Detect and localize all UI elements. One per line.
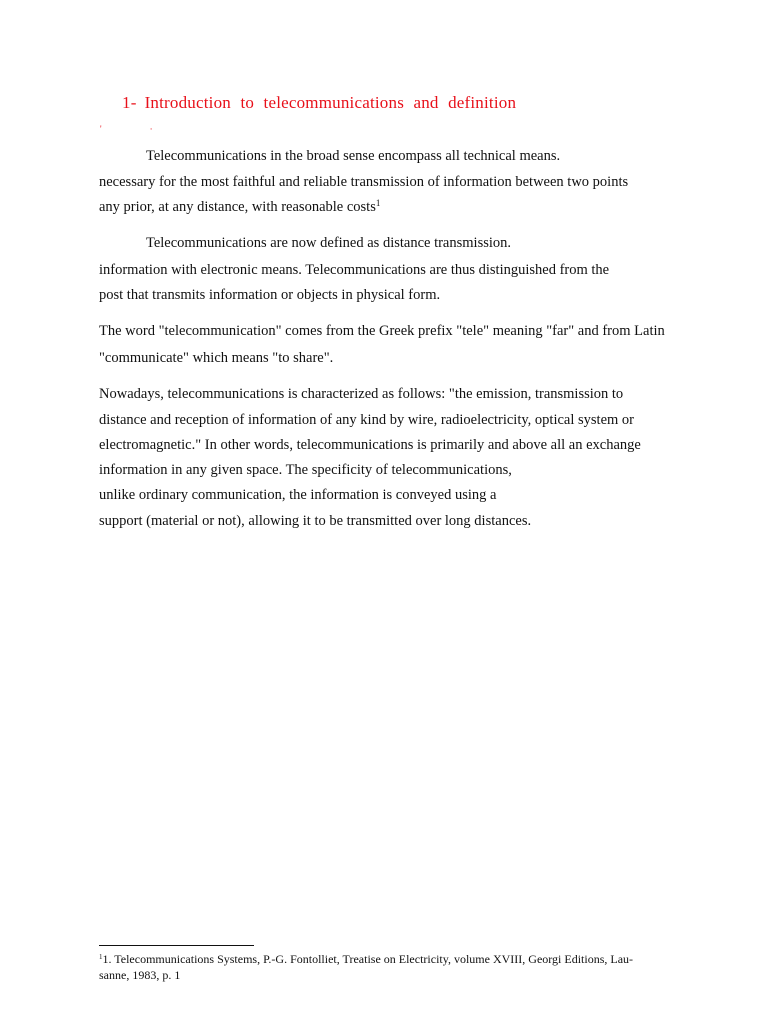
section-number: 1-	[122, 93, 137, 112]
paragraph-4-line-5: unlike ordinary communication, the information is conveyed using a	[99, 487, 497, 503]
paragraph-1-line-3	[99, 198, 380, 216]
paragraph-2-line-3: post that transmits information or objects in physical form.	[99, 287, 441, 303]
paragraph-1-line-3-text: any prior, at any distance, with reasonable costs	[99, 199, 376, 215]
artifact-mark: ·	[149, 124, 153, 134]
footnote-line-1	[99, 952, 633, 966]
paragraph-2-line-2: information with electronic means. Telecommunications are thus distinguished from the	[99, 262, 610, 278]
paragraph-2-line-1: Telecommunications are now defined as distance transmission.	[146, 235, 512, 251]
paragraph-1-line-2: necessary for the most faithful and reliable transmission of information between two points	[99, 174, 629, 190]
paragraph-4-line-1: Nowadays, telecommunications is characterized as follows: "the emission, transmission to	[99, 386, 624, 402]
paragraph-4-line-2: distance and reception of information of any kind by wire, radioelectricity, optical system or	[99, 412, 634, 428]
section-heading	[122, 93, 516, 113]
footnote-text-1: 1. Telecommunications Systems, P.-G. Fontolliet, Treatise on Electricity, volume XVIII, Georgi Editions, Lau-	[102, 952, 634, 966]
paragraph-4-line-6: support (material or not), allowing it to be transmitted over long distances.	[99, 513, 532, 529]
artifact-mark: '	[100, 124, 102, 134]
footnote-reference: 1	[375, 198, 381, 208]
paragraph-3-line-2: "communicate" which means "to share".	[99, 350, 334, 366]
footnote-line-2: sanne, 1983, p. 1	[99, 968, 181, 982]
footnote-marker: 1	[99, 953, 103, 961]
paragraph-4-line-4: information in any given space. The specificity of telecommunications,	[99, 462, 512, 478]
section-title: Introduction to telecommunications and definition	[144, 93, 517, 112]
footnote-separator	[99, 945, 254, 946]
paragraph-3-line-1: The word "telecommunication" comes from the Greek prefix "tele" meaning "far" and from Latin	[99, 323, 665, 339]
heading-artifact-marks	[100, 124, 153, 134]
paragraph-4-line-3: electromagnetic." In other words, telecommunications is primarily and above all an exchange	[99, 437, 641, 453]
paragraph-1-line-1: Telecommunications in the broad sense encompass all technical means.	[146, 148, 561, 164]
